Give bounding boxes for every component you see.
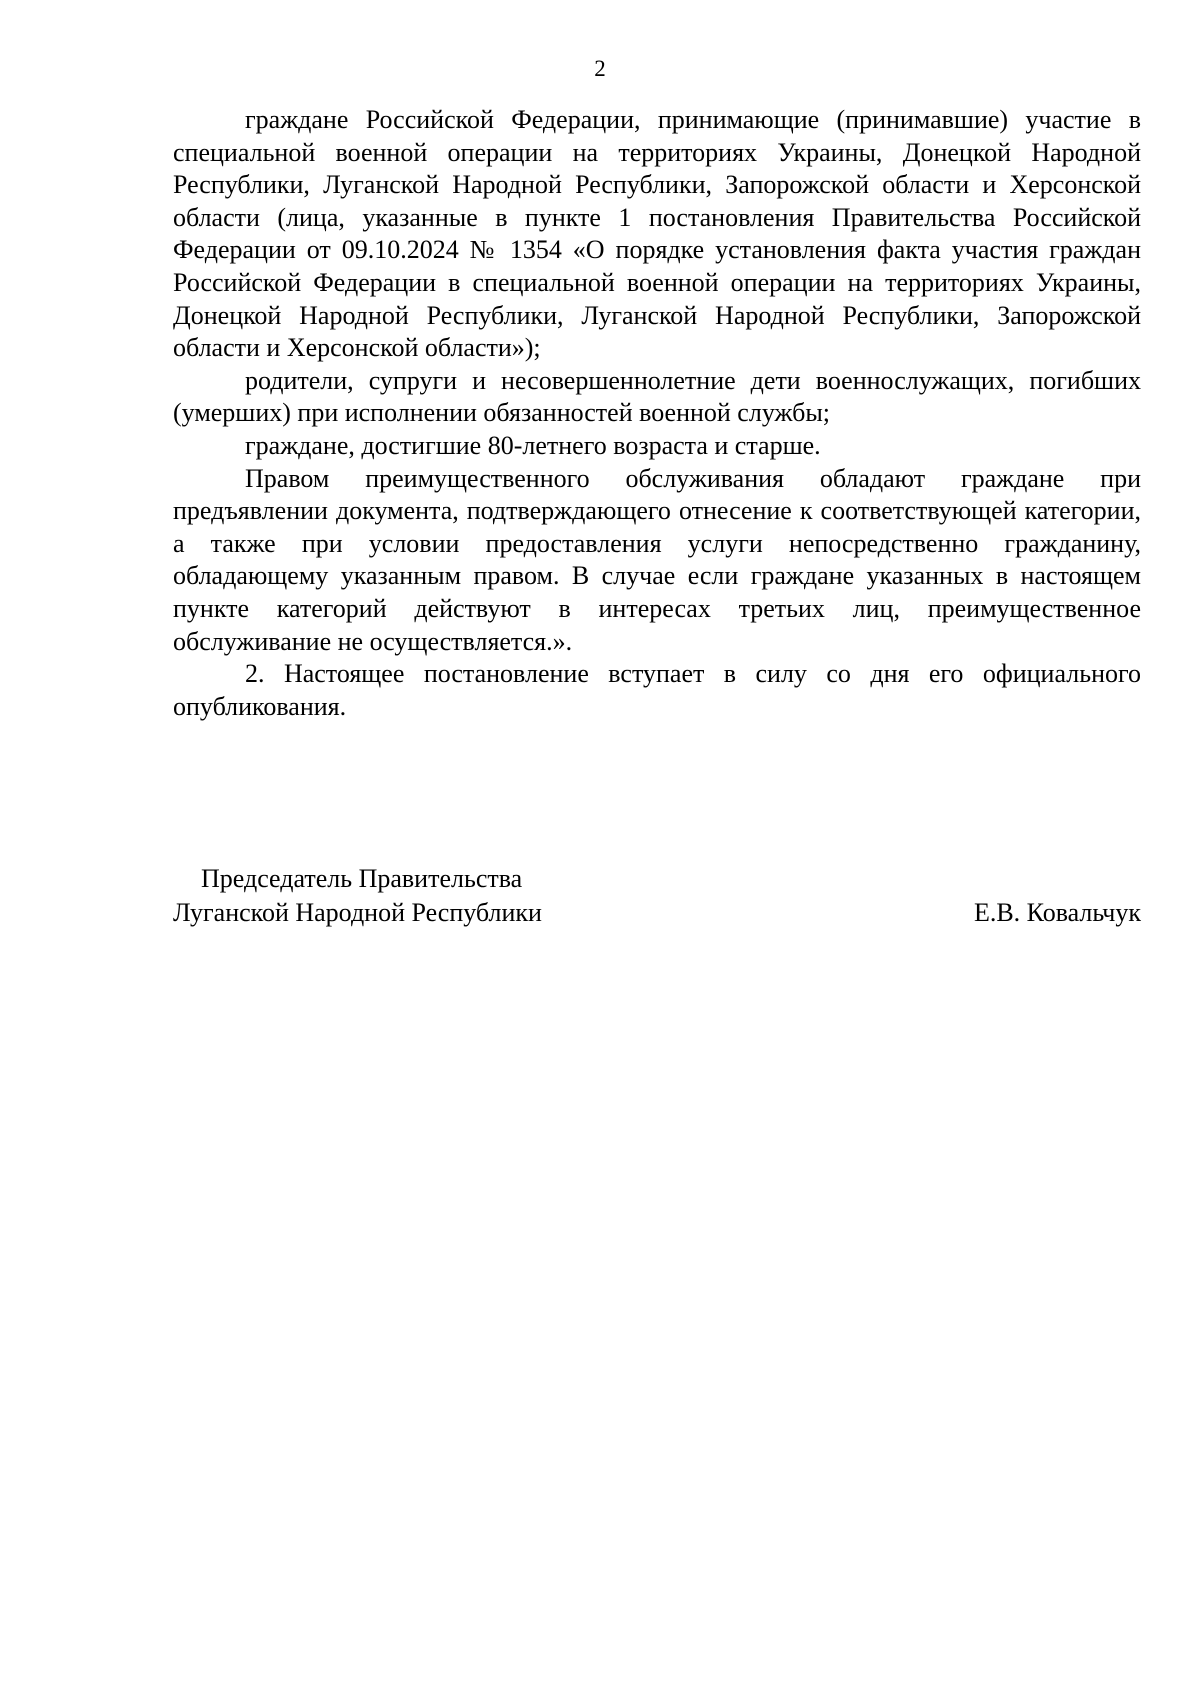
signature-block bbox=[173, 862, 1141, 930]
paragraph-effective-date: 2. Настоящее постановление вступает в силу со дня его официального опубликования. bbox=[173, 659, 1141, 721]
signatory-title-line-2: Луганской Народной Республики bbox=[173, 898, 542, 927]
paragraph-svo-participants: граждане Российской Федерации, принимающие (принимавшие) участие в специальной военной операции на территориях Украины, Донецкой Народной Республики, Луганской Народной Республики, Запорожской области и Херсонской области (лица, указанные в пункте 1 постановления Правительства Российской Федерации от 09.10.2024 № 1354 «О порядке установления факта участия граждан Российской Федерации в специальной военной операции на территориях Украины, Донецкой Народной Республики, Луганской Народной Республики, Запорожской области и Херсонской области»); bbox=[173, 105, 1141, 363]
signatory-name: Е.В. Ковальчук bbox=[973, 898, 1141, 927]
document-body bbox=[173, 104, 1141, 723]
signature-row bbox=[173, 896, 1141, 930]
paragraph-priority-service-rules: Правом преимущественного обслуживания обладают граждане при предъявлении документа, подтверждающего отнесение к соответствующей категории, а также при условии предоставления услуги непосредственно гражданину, обладающему указанным правом. В случае если граждане указанных в настоящем пункте категорий действуют в интересах третьих лиц, преимущественное обслуживание не осуществляется.». bbox=[173, 463, 1141, 656]
page-number: 2 bbox=[594, 56, 606, 81]
paragraph-military-families: родители, супруги и несовершеннолетние дети военнослужащих, погибших (умерших) при исполнении обязанностей военной службы; bbox=[173, 365, 1141, 428]
signatory-title-line-1: Председатель Правительства bbox=[201, 864, 523, 893]
paragraph-elderly-citizens: граждане, достигшие 80-летнего возраста и старше. bbox=[245, 430, 821, 460]
